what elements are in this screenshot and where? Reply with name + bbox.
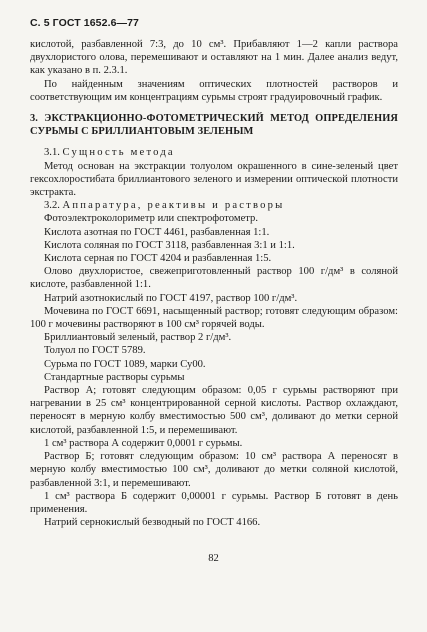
clause-3-2-heading (30, 199, 398, 212)
list-item: Толуол по ГОСТ 5789. (44, 345, 146, 357)
paragraph-continuation: кислотой, разбавленной 7:3, до 10 см³. Прибавляют 1—2 капли раствора двухлористого олова, перемешивают и оставляют на 1 мин. Далее анализ ведут, как указано в п. 2.3.1. (30, 39, 398, 77)
list-item: Бриллиантовый зеленый, раствор 2 г/дм³. (44, 332, 232, 344)
list-item: Раствор А; готовят следующим образом: 0,05 г сурьмы растворяют при нагревании в 25 см³ концентрированной серной кислоты. Раствор охлаждают, переносят в мерную колбу вместимостью 500 см³, доливают до метки серной кислотой, разбавленной 1:5, и перемешивают. (30, 385, 398, 436)
clause-title: Аппаратура, реактивы и растворы (62, 200, 285, 212)
page-body (30, 38, 398, 529)
list-item: Олово двухлористое, свежеприготовленный раствор 100 г/дм³ в соляной кислоте, разбавленной 1:1. (30, 266, 398, 291)
section-heading: 3. ЭКСТРАКЦИОННО-ФОТОМЕТРИЧЕСКИЙ МЕТОД ОПРЕДЕЛЕНИЯ СУРЬМЫ С БРИЛЛИАНТОВЫМ ЗЕЛЕНЫМ (30, 113, 398, 138)
list-item: Натрий сернокислый безводный по ГОСТ 4166. (44, 517, 261, 529)
list-item: 1 см³ раствора Б содержит 0,00001 г сурьмы. Раствор Б готовят в день применения. (30, 490, 398, 515)
list-item: Раствор Б; готовят следующим образом: 10 см³ раствора А переносят в мерную колбу вместимостью 100 см³, доливают до метки соляной кислотой, разбавленной 3:1, и перемешивают. (30, 451, 398, 489)
spacer (30, 138, 398, 146)
list-item: 1 см³ раствора А содержит 0,0001 г сурьмы. (44, 437, 243, 449)
running-header: С. 5 ГОСТ 1652.6—77 (30, 17, 140, 29)
clause-3-1-text: Метод основан на экстракции толуолом окрашенного в сине-зеленый цвет гексохлоростибата бриллиантового зеленого и измерении оптической плотности экстракта. (30, 160, 398, 199)
paragraph-calibration: По найденным значениям оптических плотностей растворов и соответствующим им концентрациям сурьмы строят градуировочный график. (30, 78, 398, 103)
page-number: 82 (208, 553, 219, 564)
list-item: Кислота соляная по ГОСТ 3118, разбавленная 3:1 и 1:1. (44, 239, 295, 251)
list-item: Фотоэлектроколориметр или спектрофотометр. (44, 213, 258, 225)
clause-title: Сущность метода (62, 147, 175, 159)
list-item: Мочевина по ГОСТ 6691, насыщенный раствор; готовят следующим образом: 100 г мочевины растворяют в 100 см³ горячей воды. (30, 305, 398, 331)
list-item: Стандартные растворы сурьмы (44, 371, 185, 383)
list-item: Кислота азотная по ГОСТ 4461, разбавленная 1:1. (44, 226, 270, 238)
clause-number: 3.2. (44, 200, 60, 212)
list-item: Натрий азотнокислый по ГОСТ 4197, раствор 100 г/дм³. (44, 292, 298, 304)
spacer (30, 104, 398, 112)
clause-3-1-heading (30, 146, 398, 159)
list-item: Кислота серная по ГОСТ 4204 и разбавленная 1:5. (44, 253, 272, 265)
list-item: Сурьма по ГОСТ 1089, марки Су00. (44, 358, 206, 370)
clause-number: 3.1. (44, 147, 60, 159)
